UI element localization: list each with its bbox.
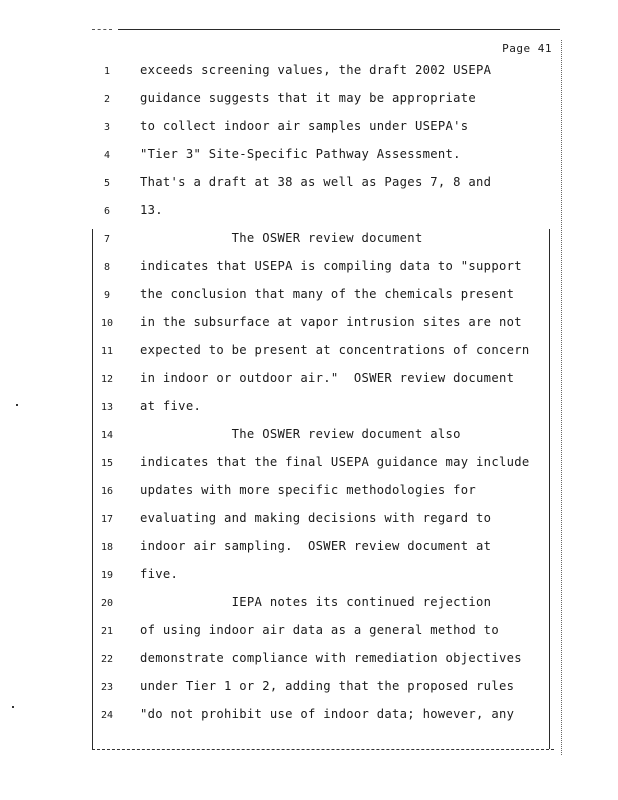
transcript-line [0, 312, 618, 336]
line-number: 21 [100, 626, 114, 637]
line-number: 24 [100, 710, 114, 721]
line-text: indicates that USEPA is compiling data to "support [140, 259, 522, 273]
transcript-line [0, 200, 618, 224]
line-text: under Tier 1 or 2, adding that the proposed rules [140, 679, 515, 693]
transcript-line [0, 256, 618, 280]
line-number: 20 [100, 598, 114, 609]
line-number: 10 [100, 318, 114, 329]
line-text: indoor air sampling. OSWER review document at [140, 539, 492, 553]
line-text: to collect indoor air samples under USEPA's [140, 119, 469, 133]
transcript-line [0, 536, 618, 560]
line-number: 5 [103, 178, 111, 189]
line-text: That's a draft at 38 as well as Pages 7, 8 and [140, 175, 492, 189]
line-number: 17 [100, 514, 114, 525]
transcript-line [0, 396, 618, 420]
transcript-line [0, 284, 618, 308]
line-text: of using indoor air data as a general method to [140, 623, 499, 637]
transcript-line [0, 480, 618, 504]
line-text: guidance suggests that it may be appropriate [140, 91, 477, 105]
line-number: 14 [100, 430, 114, 441]
line-number: 1 [103, 66, 111, 77]
line-text: updates with more specific methodologies for [140, 483, 477, 497]
line-text: at five. [140, 399, 202, 413]
transcript-line [0, 564, 618, 588]
line-number: 12 [100, 374, 114, 385]
line-text: IEPA notes its continued rejection [140, 595, 492, 609]
line-number: 18 [100, 542, 114, 553]
page-number: Page 41 [502, 42, 552, 55]
transcript-line [0, 508, 618, 532]
transcript-line [0, 340, 618, 364]
line-text: 13. [140, 203, 163, 217]
transcript-line [0, 88, 618, 112]
line-text: exceeds screening values, the draft 2002 USEPA [140, 63, 492, 77]
transcript-line [0, 704, 618, 728]
line-text: indicates that the final USEPA guidance may include [140, 455, 530, 469]
transcript-line [0, 648, 618, 672]
line-text: "do not prohibit use of indoor data; however, any [140, 707, 515, 721]
line-number: 9 [103, 290, 111, 301]
line-number: 11 [100, 346, 114, 357]
bottom-rule [92, 749, 554, 750]
transcript-line [0, 620, 618, 644]
line-number: 13 [100, 402, 114, 413]
line-number: 4 [103, 150, 111, 161]
line-text: "Tier 3" Site-Specific Pathway Assessment. [140, 147, 461, 161]
line-number: 15 [100, 458, 114, 469]
line-text: evaluating and making decisions with regard to [140, 511, 492, 525]
transcript-line [0, 676, 618, 700]
line-text: in indoor or outdoor air." OSWER review document [140, 371, 515, 385]
transcript-line [0, 144, 618, 168]
line-text: in the subsurface at vapor intrusion sites are not [140, 315, 522, 329]
line-text: five. [140, 567, 179, 581]
transcript-line [0, 60, 618, 84]
line-number: 2 [103, 94, 111, 105]
line-number: 6 [103, 206, 111, 217]
line-text: the conclusion that many of the chemicals present [140, 287, 515, 301]
line-number: 8 [103, 262, 111, 273]
transcript-line [0, 172, 618, 196]
line-number: 7 [103, 234, 111, 245]
corner-dash [92, 29, 112, 30]
transcript-line [0, 368, 618, 392]
transcript-line [0, 424, 618, 448]
transcript-line [0, 228, 618, 252]
line-text: The OSWER review document also [140, 427, 461, 441]
line-number: 22 [100, 654, 114, 665]
transcript-line [0, 592, 618, 616]
line-text: demonstrate compliance with remediation objectives [140, 651, 522, 665]
transcript-line [0, 452, 618, 476]
transcript-line [0, 116, 618, 140]
top-rule [118, 29, 560, 30]
line-text: expected to be present at concentrations of concern [140, 343, 530, 357]
line-number: 23 [100, 682, 114, 693]
line-text: The OSWER review document [140, 231, 423, 245]
line-number: 19 [100, 570, 114, 581]
line-number: 3 [103, 122, 111, 133]
line-number: 16 [100, 486, 114, 497]
